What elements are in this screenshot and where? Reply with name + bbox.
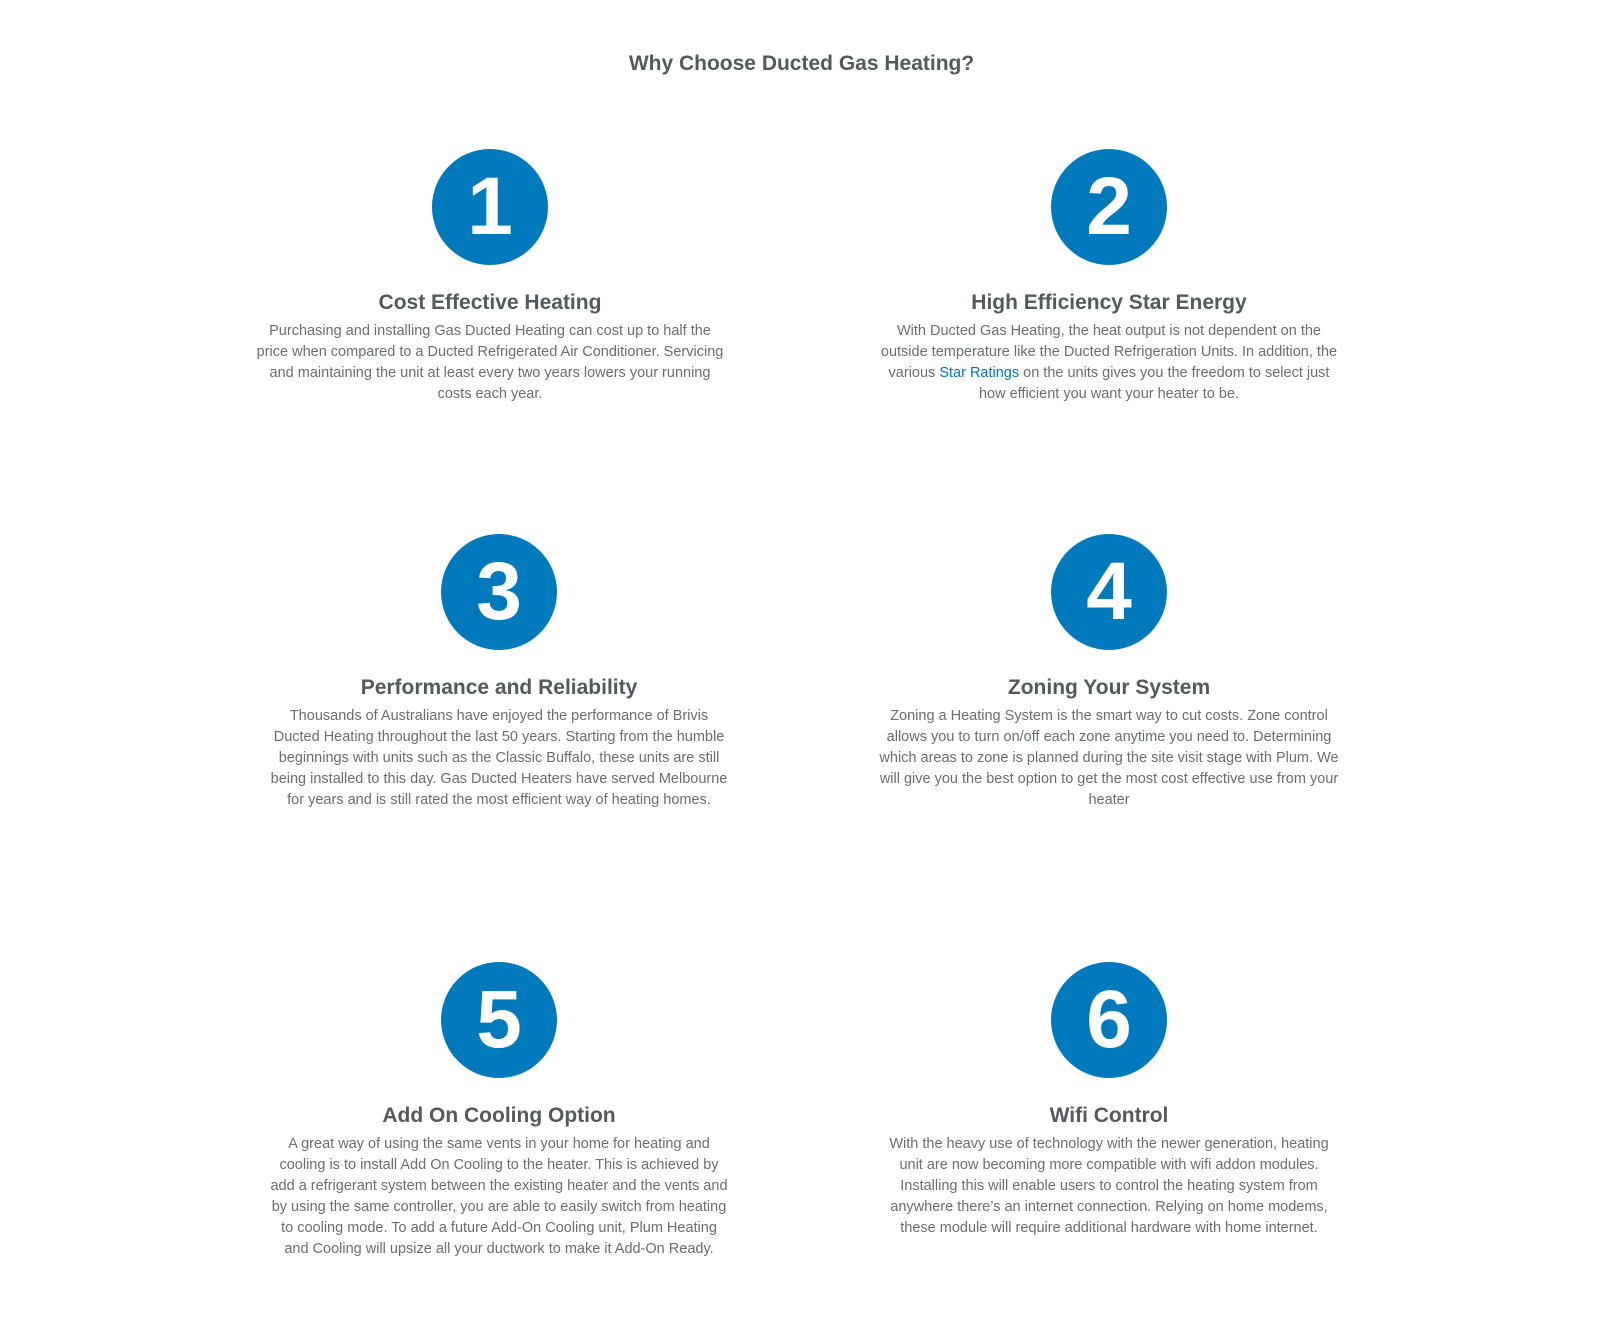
- feature-description: Thousands of Australians have enjoyed the performance of Brivis Ducted Heating throughout the last 50 years. Starting from the humble beginnings with units such as the Classic Buffalo, these units are still being installed to this day. Gas Ducted Heaters have served Melbourne for years and is still rated the most efficient way of heating homes.: [270, 708, 728, 808]
- feature-zoning-your-system: [869, 534, 1349, 811]
- number-badge-6: 6: [1051, 962, 1167, 1078]
- number-badge-1: 1: [432, 149, 548, 265]
- page-title: Why Choose Ducted Gas Heating?: [628, 52, 975, 75]
- feature-cost-effective-heating: [250, 149, 730, 405]
- number-badge-4: 4: [1051, 534, 1167, 650]
- feature-description-part: on the units gives you the freedom to select just how efficient you want your heater to be.: [978, 365, 1330, 402]
- feature-title: Add On Cooling Option: [382, 1104, 616, 1127]
- number-badge-2: 2: [1051, 149, 1167, 265]
- feature-description-part: With Ducted Gas Heating, the heat output is not dependent on the outside temperature like the Ducted Refrigeration Units. In addition, the various: [880, 323, 1338, 381]
- feature-high-efficiency-star-energy: [869, 149, 1349, 405]
- feature-title: Wifi Control: [1049, 1104, 1169, 1127]
- feature-description: With the heavy use of technology with the newer generation, heating unit are now becoming more compatible with wifi addon modules. Installing this will enable users to control the heating system from anywhere there’s an internet connection. Relying on home modems, these module will require additional hardware with home internet.: [889, 1136, 1329, 1236]
- feature-wifi-control: [869, 962, 1349, 1239]
- feature-add-on-cooling-option: [259, 962, 739, 1260]
- feature-title: Cost Effective Heating: [378, 291, 602, 314]
- feature-title: Performance and Reliability: [360, 676, 638, 699]
- number-badge-3: 3: [441, 534, 557, 650]
- feature-description: Purchasing and installing Gas Ducted Heating can cost up to half the price when compared to a Ducted Refrigerated Air Conditioner. Servicing and maintaining the unit at least every two years lowers your running costs each year.: [256, 323, 724, 402]
- number-badge-5: 5: [441, 962, 557, 1078]
- feature-description: A great way of using the same vents in your home for heating and cooling is to install Add On Cooling to the heater. This is achieved by add a refrigerant system between the existing heater and the vents and by using the same controller, you are able to easily switch from heating to cooling mode. To add a future Add-On Cooling unit, Plum Heating and Cooling will upsize all your ductwork to make it Add-On Ready.: [270, 1136, 728, 1257]
- feature-title: Zoning Your System: [1007, 676, 1211, 699]
- feature-description: [869, 321, 1349, 405]
- star-ratings-link[interactable]: Star Ratings: [939, 365, 1020, 381]
- feature-title: High Efficiency Star Energy: [971, 291, 1247, 314]
- feature-description: Zoning a Heating System is the smart way to cut costs. Zone control allows you to turn on/off each zone anytime you need to. Determining which areas to zone is planned during the site visit stage with Plum. We will give you the best option to get the most cost effective use from your heater: [879, 708, 1339, 808]
- feature-performance-and-reliability: [259, 534, 739, 811]
